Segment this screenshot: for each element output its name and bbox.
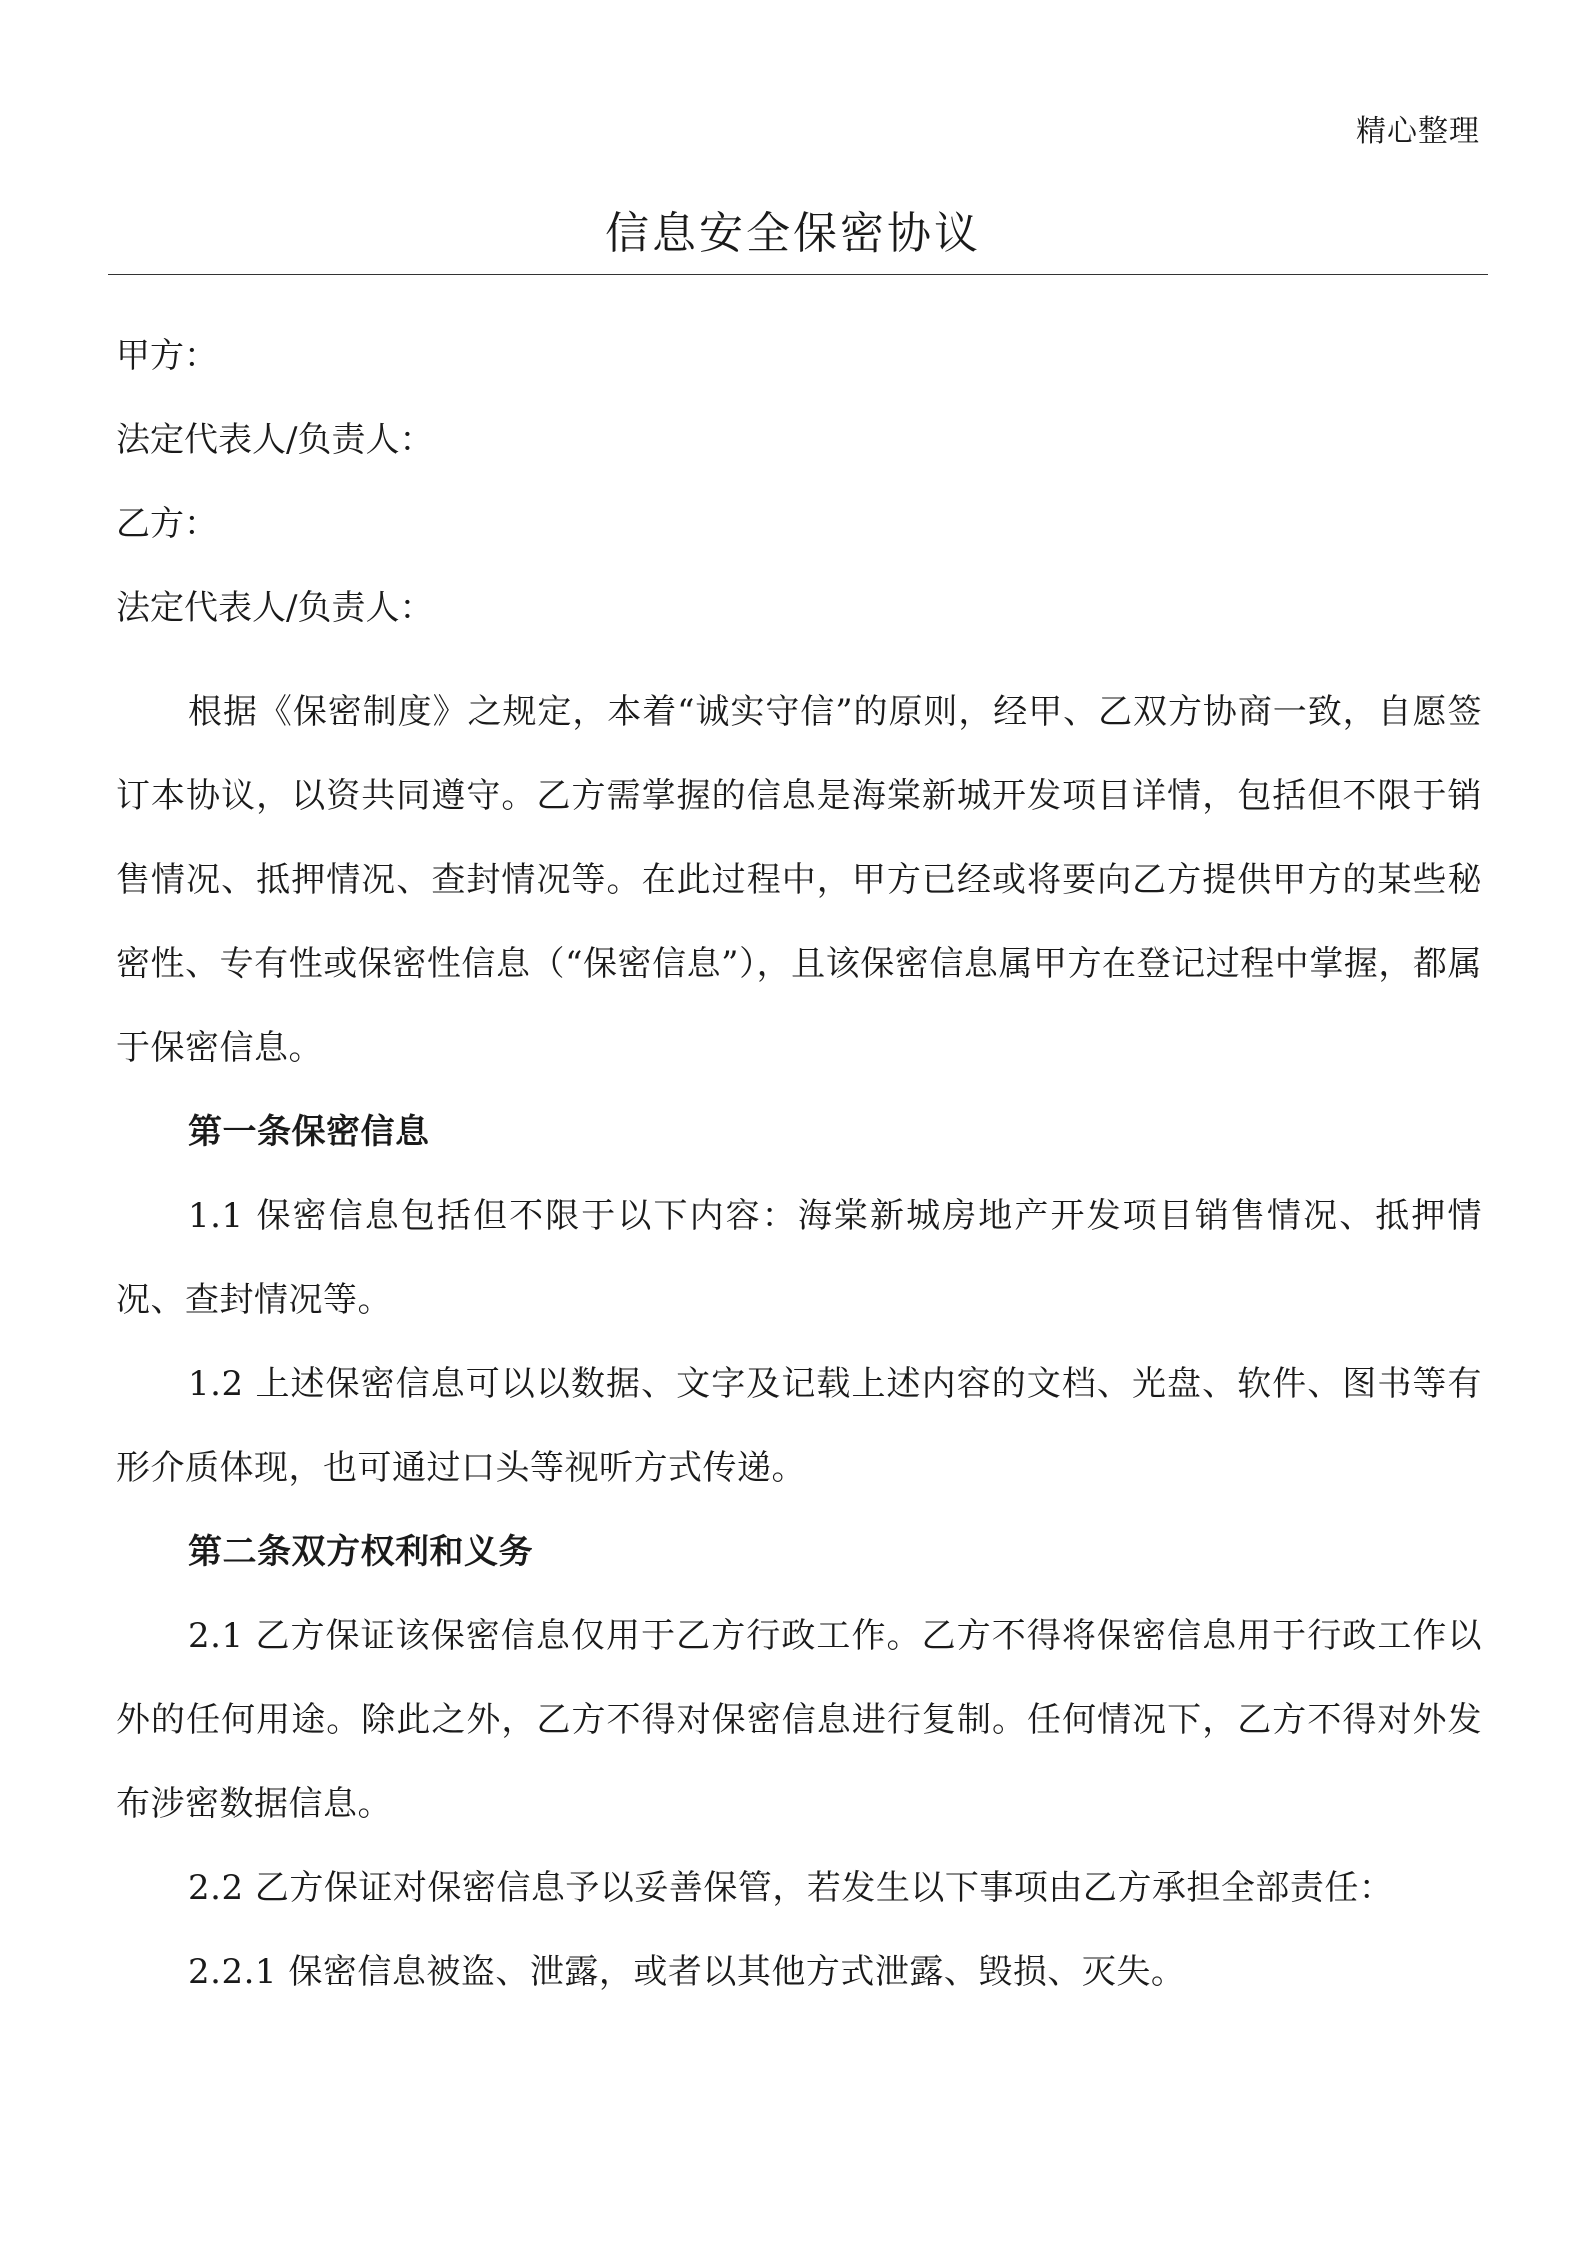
party-a-field: 甲方： [116,336,218,376]
clause-1-2: 1.2 上述保密信息可以以数据、文字及记载上述内容的文档、光盘、软件、图书等有形介质体现，也可通过口头等视听方式传递。 [116,1364,1482,1488]
clause-1-1: 1.1 保密信息包括但不限于以下内容：海棠新城房地产开发项目销售情况、抵押情况、查封情况等。 [116,1196,1482,1320]
document-body [116,326,1482,2014]
party-b-representative-field: 法定代表人/负责人： [116,588,434,628]
clause-2-2: 2.2 乙方保证对保密信息予以妥善保管，若发生以下事项由乙方承担全部责任： [188,1868,1394,1908]
article-2-heading: 第二条双方权利和义务 [188,1532,533,1572]
clause-2-1: 2.1 乙方保证该保密信息仅用于乙方行政工作。乙方不得将保密信息用于行政工作以外的任何用途。除此之外，乙方不得对保密信息进行复制。任何情况下，乙方不得对外发布涉密数据信息。 [116,1616,1482,1824]
party-a-representative-field: 法定代表人/负责人： [116,420,434,460]
article-1-heading: 第一条保密信息 [188,1112,430,1152]
document-title: 信息安全保密协议 [605,208,981,259]
header-note: 精心整理 [1356,114,1480,149]
clause-2-2-1: 2.2.1 保密信息被盗、泄露，或者以其他方式泄露、毁损、灭失。 [188,1952,1186,1992]
title-divider [108,274,1488,275]
preamble-paragraph: 根据《保密制度》之规定，本着“诚实守信”的原则，经甲、乙双方协商一致，自愿签订本协议，以资共同遵守。乙方需掌握的信息是海棠新城开发项目详情，包括但不限于销售情况、抵押情况、查封情况等。在此过程中，甲方已经或将要向乙方提供甲方的某些秘密性、专有性或保密性信息（“保密信息”），且该保密信息属甲方在登记过程中掌握，都属于保密信息。 [116,692,1482,1068]
party-b-field: 乙方： [116,504,218,544]
